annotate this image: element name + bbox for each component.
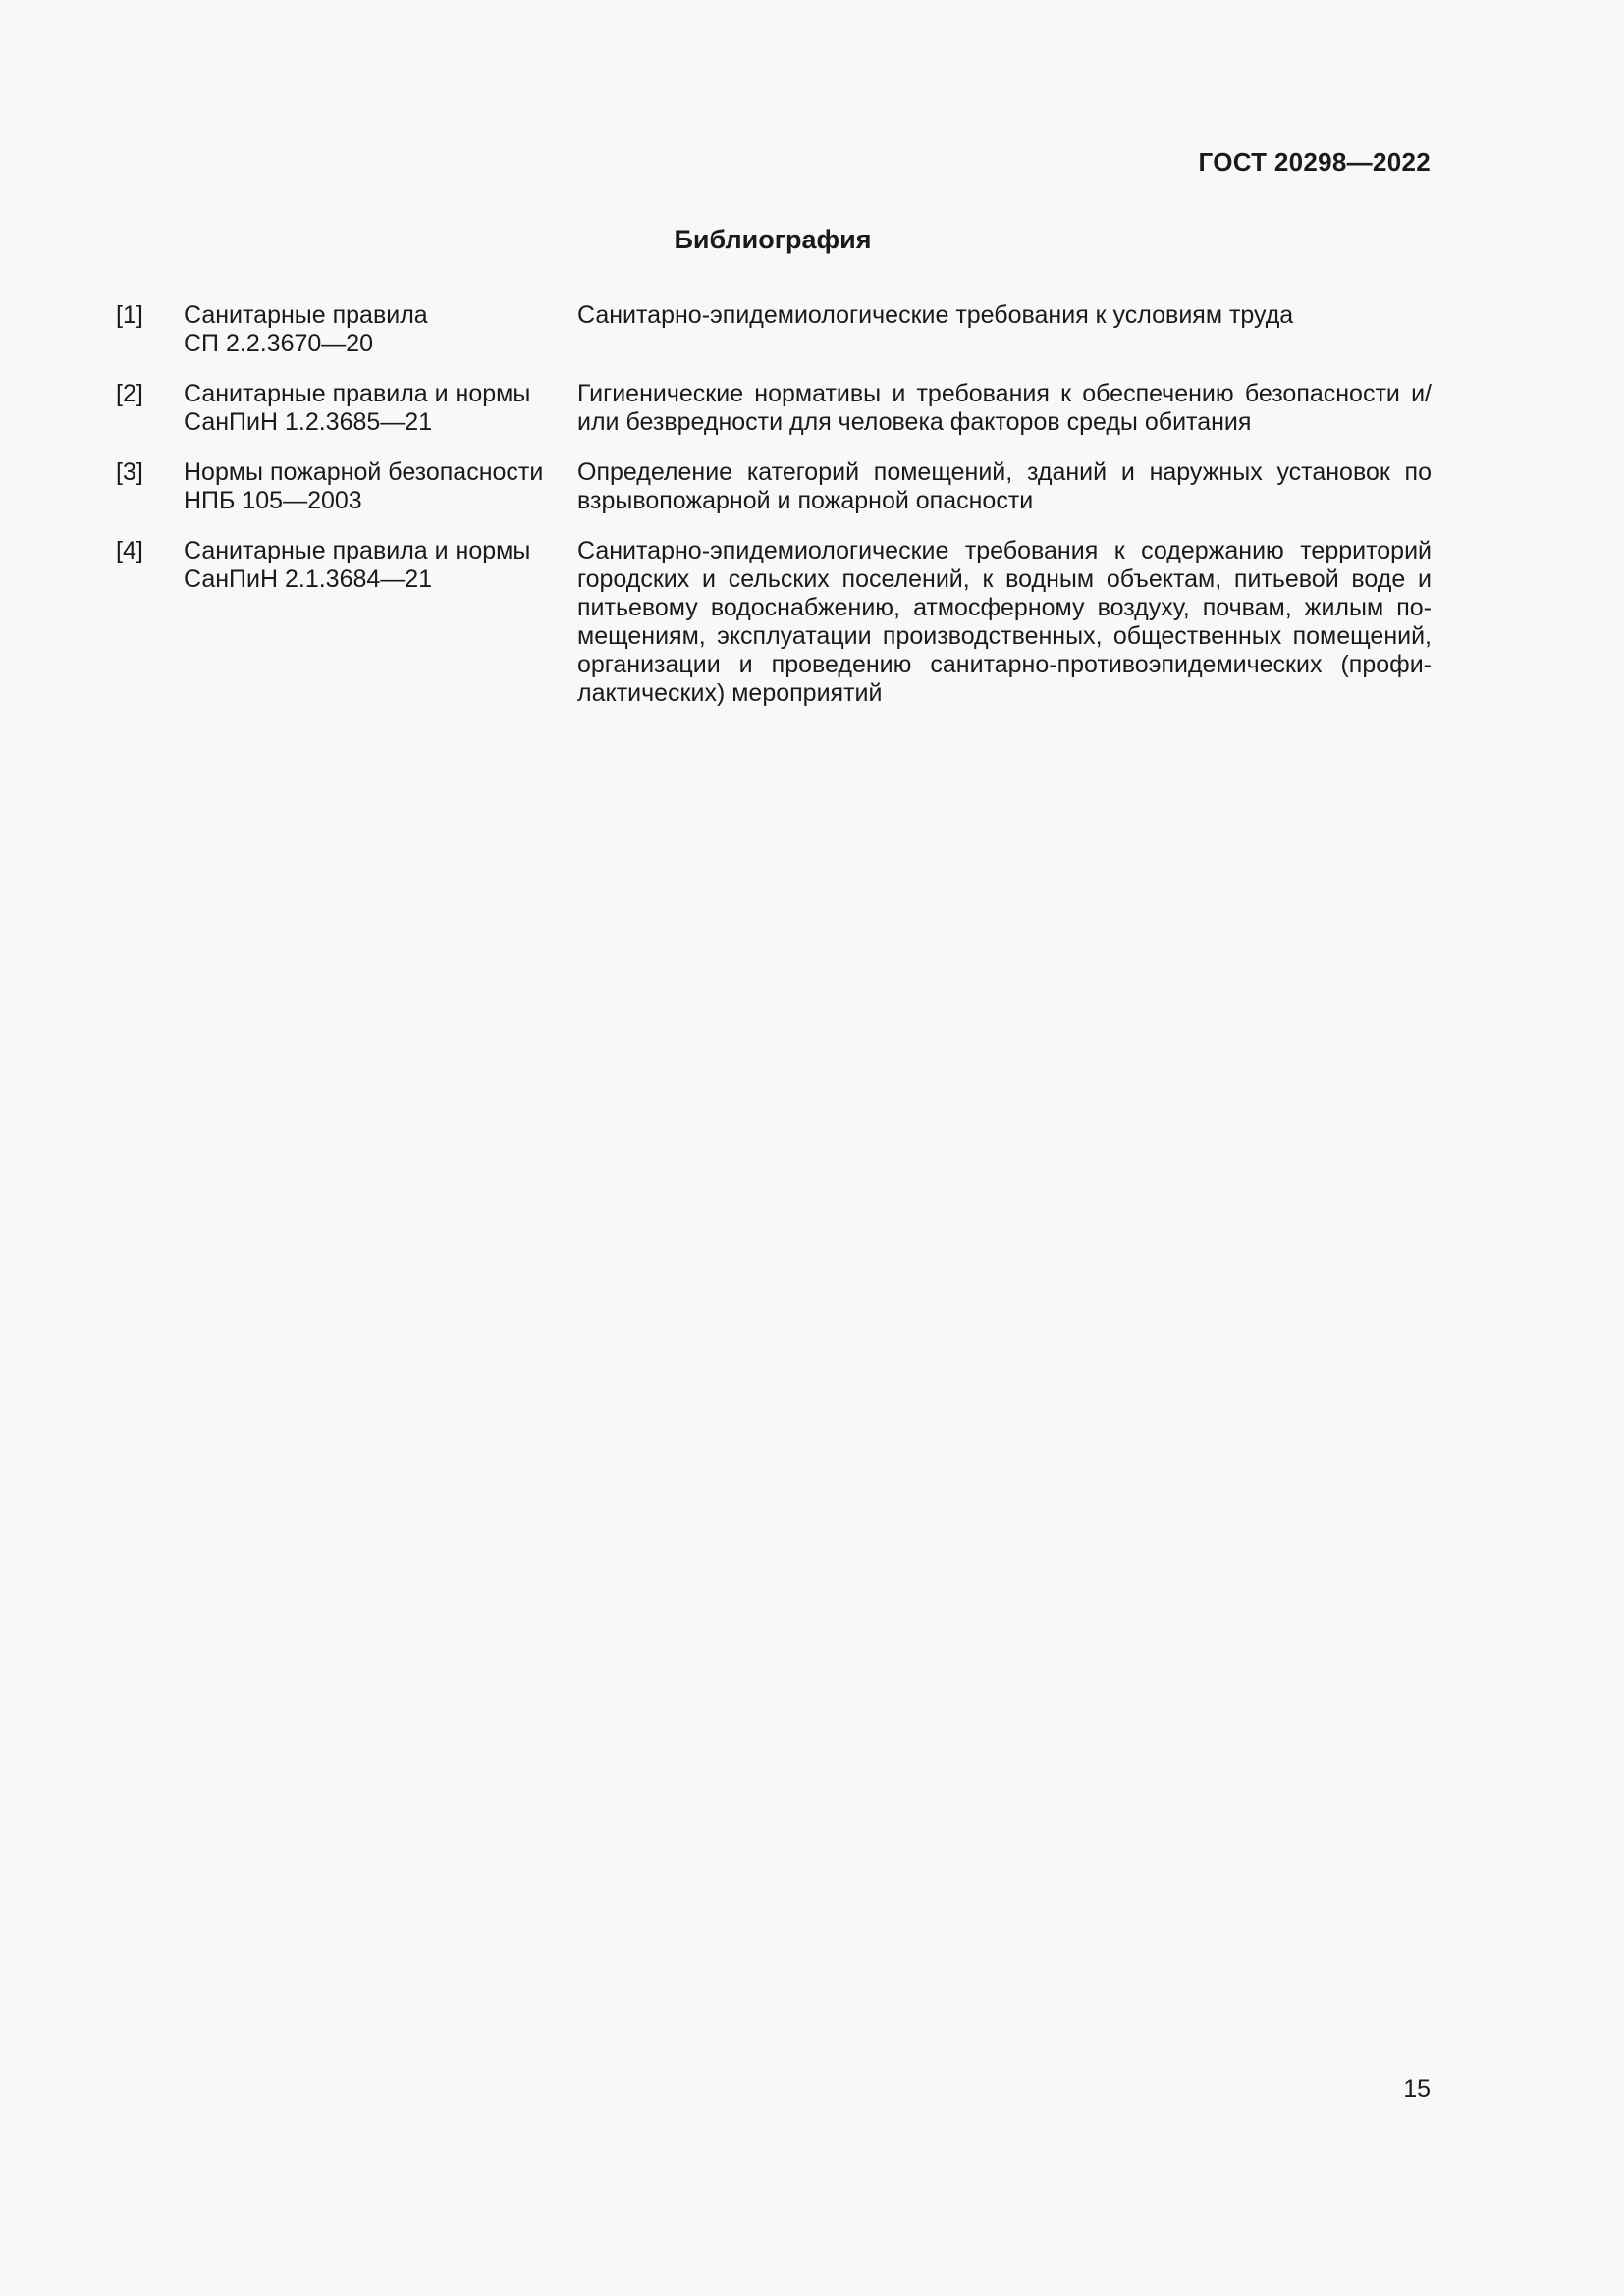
entry-source-code: НПБ 105—2003 [184,487,362,514]
bibliography-entry [116,301,1432,358]
entry-source-code: СанПиН 2.1.3684—21 [184,565,433,593]
bibliography-entry [116,380,1432,437]
entry-description: Санитарно-эпидемиологические требования к условиям труда [577,301,1294,329]
entry-source-type: Санитарные правила [184,301,428,329]
entry-source [184,537,577,594]
entry-description: Санитарно-эпидемиологические требования к содержанию территорий городских и сельских поселений, к водным объектам, питьевой воде и питьевому водоснабжению, атмосферному воздуху, почвам, жилым помещениям, эксплуатации производственных, общественных помещений, организации и проведению санитарно-противоэпидемических (профилактических) мероприятий [577,537,1432,707]
entry-description: Гигиенические нормативы и требования к обеспечению безопасности и/или безвредности для человека факторов среды обитания [577,380,1432,436]
entry-source-type: Санитарные правила и нормы [184,380,531,407]
bibliography-list [116,301,1432,729]
entry-number: [4] [116,537,143,564]
entry-source [184,458,577,515]
entry-number: [3] [116,458,143,486]
entry-source [184,380,577,437]
entry-source-code: СанПиН 1.2.3685—21 [184,408,433,436]
entry-source [184,301,577,358]
bibliography-entry [116,537,1432,708]
entry-number: [2] [116,380,143,407]
entry-source-code: СП 2.2.3670—20 [184,330,374,357]
document-code-header: ГОСТ 20298—2022 [1198,147,1431,177]
entry-description: Определение категорий помещений, зданий и наружных установок по взрывопожарной и пожарной опасности [577,458,1432,514]
bibliography-entry [116,458,1432,515]
section-title: Библиография [674,225,872,254]
entry-number: [1] [116,301,143,329]
entry-source-type: Нормы пожарной безопасности [184,458,544,486]
entry-source-type: Санитарные правила и нормы [184,537,531,564]
page-number: 15 [1403,2075,1431,2103]
